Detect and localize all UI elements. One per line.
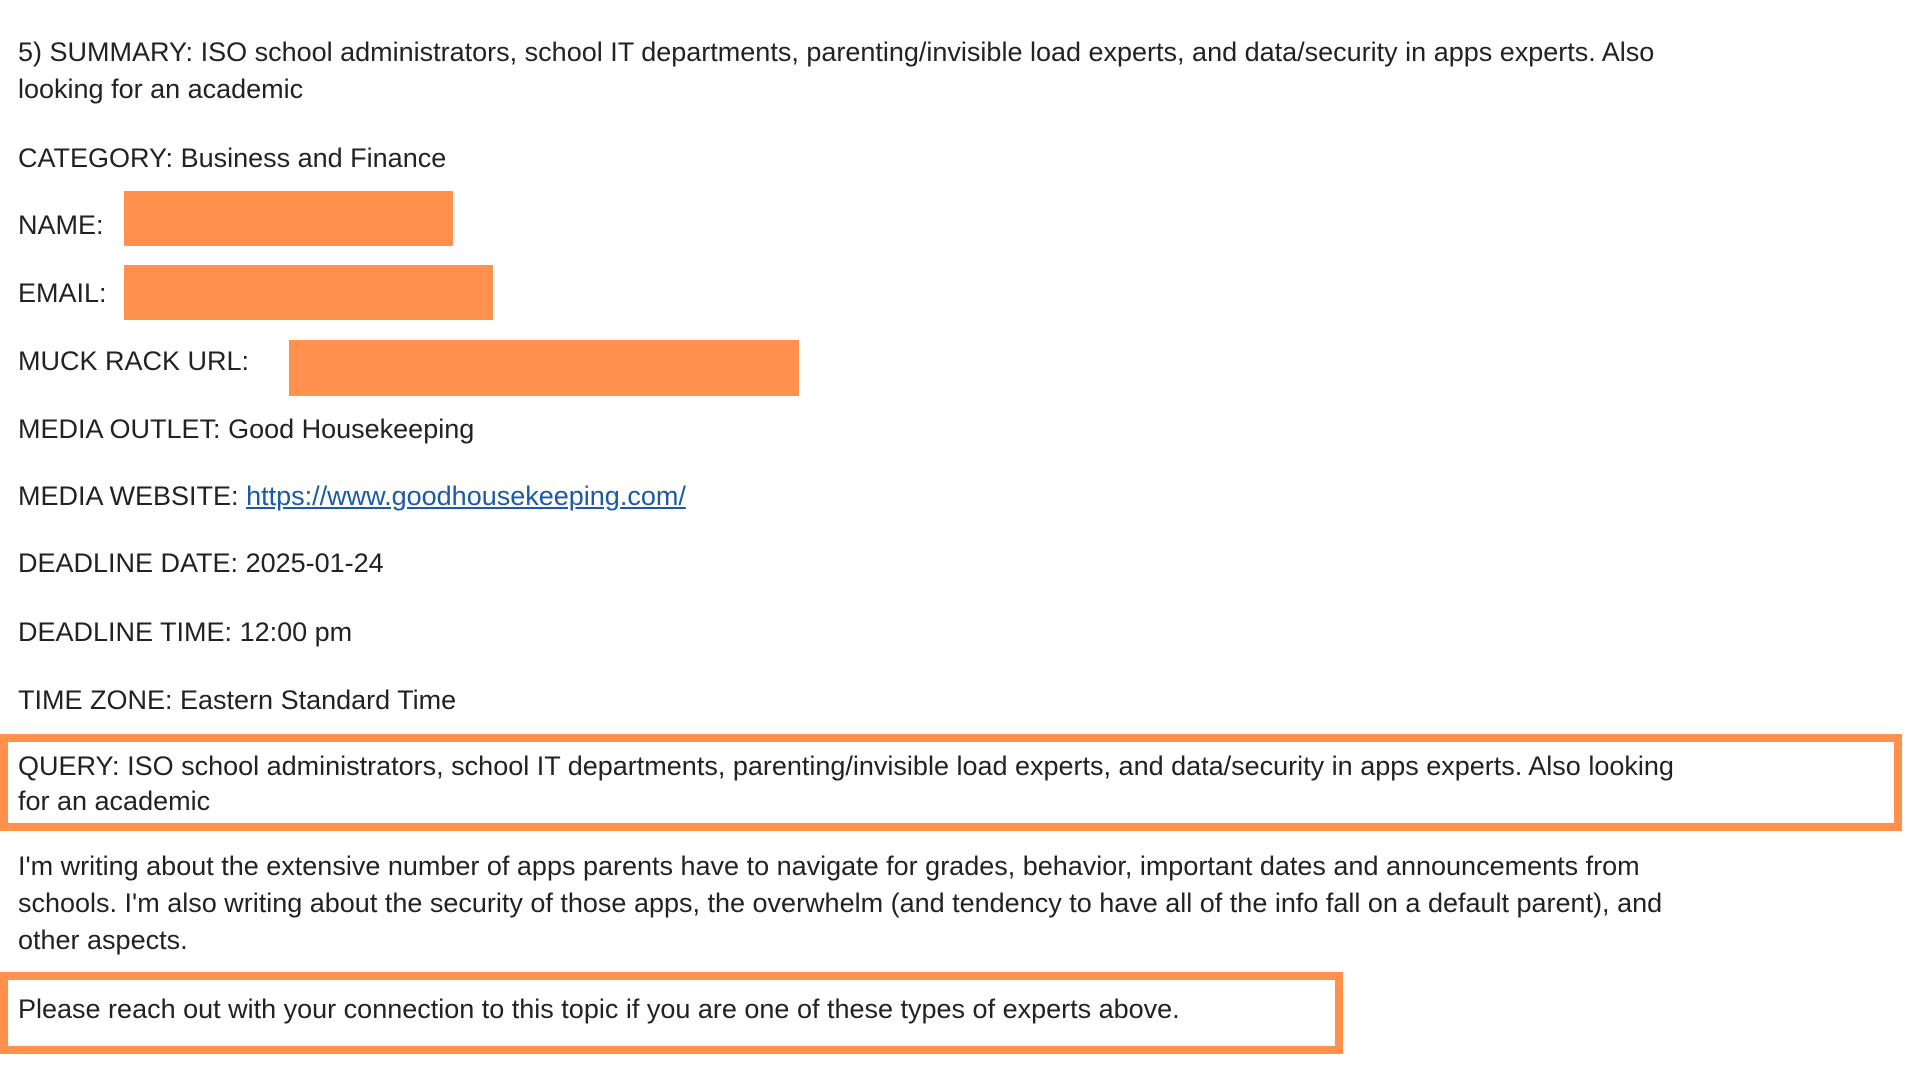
deadline-time-label: DEADLINE TIME: <box>18 617 233 647</box>
body-paragraph-line-3: other aspects. <box>18 925 188 955</box>
media-website-label: MEDIA WEBSITE: <box>18 481 239 511</box>
deadline-time-value: 12:00 pm <box>239 617 353 647</box>
name-label: NAME: <box>18 210 104 240</box>
muck-rack-row <box>18 343 249 380</box>
body-paragraph-line-2: schools. I'm also writing about the security of those apps, the overwhelm (and tendency to have all of the info fall on a default parent), and <box>18 888 1663 918</box>
query-label: QUERY: <box>18 751 120 781</box>
name-redaction <box>124 191 453 246</box>
deadline-date-row <box>18 545 384 582</box>
summary-line-1 <box>18 34 1654 71</box>
time-zone-label: TIME ZONE: <box>18 685 173 715</box>
summary-line-2: looking for an academic <box>18 74 304 104</box>
email-label: EMAIL: <box>18 278 107 308</box>
muck-rack-label: MUCK RACK URL: <box>18 346 250 376</box>
deadline-time-row <box>18 614 352 651</box>
query-line-1 <box>18 749 1674 784</box>
summary-label: 5) SUMMARY: <box>18 37 194 67</box>
email-redaction <box>124 265 493 320</box>
media-website-link[interactable]: https://www.goodhousekeeping.com/ <box>246 481 686 511</box>
body-paragraph-line-1: I'm writing about the extensive number of apps parents have to navigate for grades, behavior, important dates and announcements from <box>18 851 1640 881</box>
query-text: ISO school administrators, school IT departments, parenting/invisible load experts, and data/security in apps experts. Also looking <box>127 751 1674 781</box>
deadline-date-value: 2025-01-24 <box>245 548 384 578</box>
summary-text: ISO school administrators, school IT departments, parenting/invisible load experts, and data/security in apps experts. Also <box>200 37 1655 67</box>
media-outlet-label: MEDIA OUTLET: <box>18 414 221 444</box>
media-website-row <box>18 478 686 515</box>
category-label: CATEGORY: <box>18 143 174 173</box>
category-row <box>18 140 446 177</box>
call-to-action: Please reach out with your connection to this topic if you are one of these types of experts above. <box>18 994 1180 1024</box>
muck-rack-redaction <box>289 340 799 396</box>
time-zone-value: Eastern Standard Time <box>180 685 457 715</box>
name-row <box>18 207 104 244</box>
category-value: Business and Finance <box>180 143 447 173</box>
email-row <box>18 275 107 312</box>
media-outlet-row <box>18 411 474 448</box>
query-line-2: for an academic <box>18 786 211 816</box>
deadline-date-label: DEADLINE DATE: <box>18 548 239 578</box>
time-zone-row <box>18 682 456 719</box>
media-outlet-value: Good Housekeeping <box>228 414 475 444</box>
